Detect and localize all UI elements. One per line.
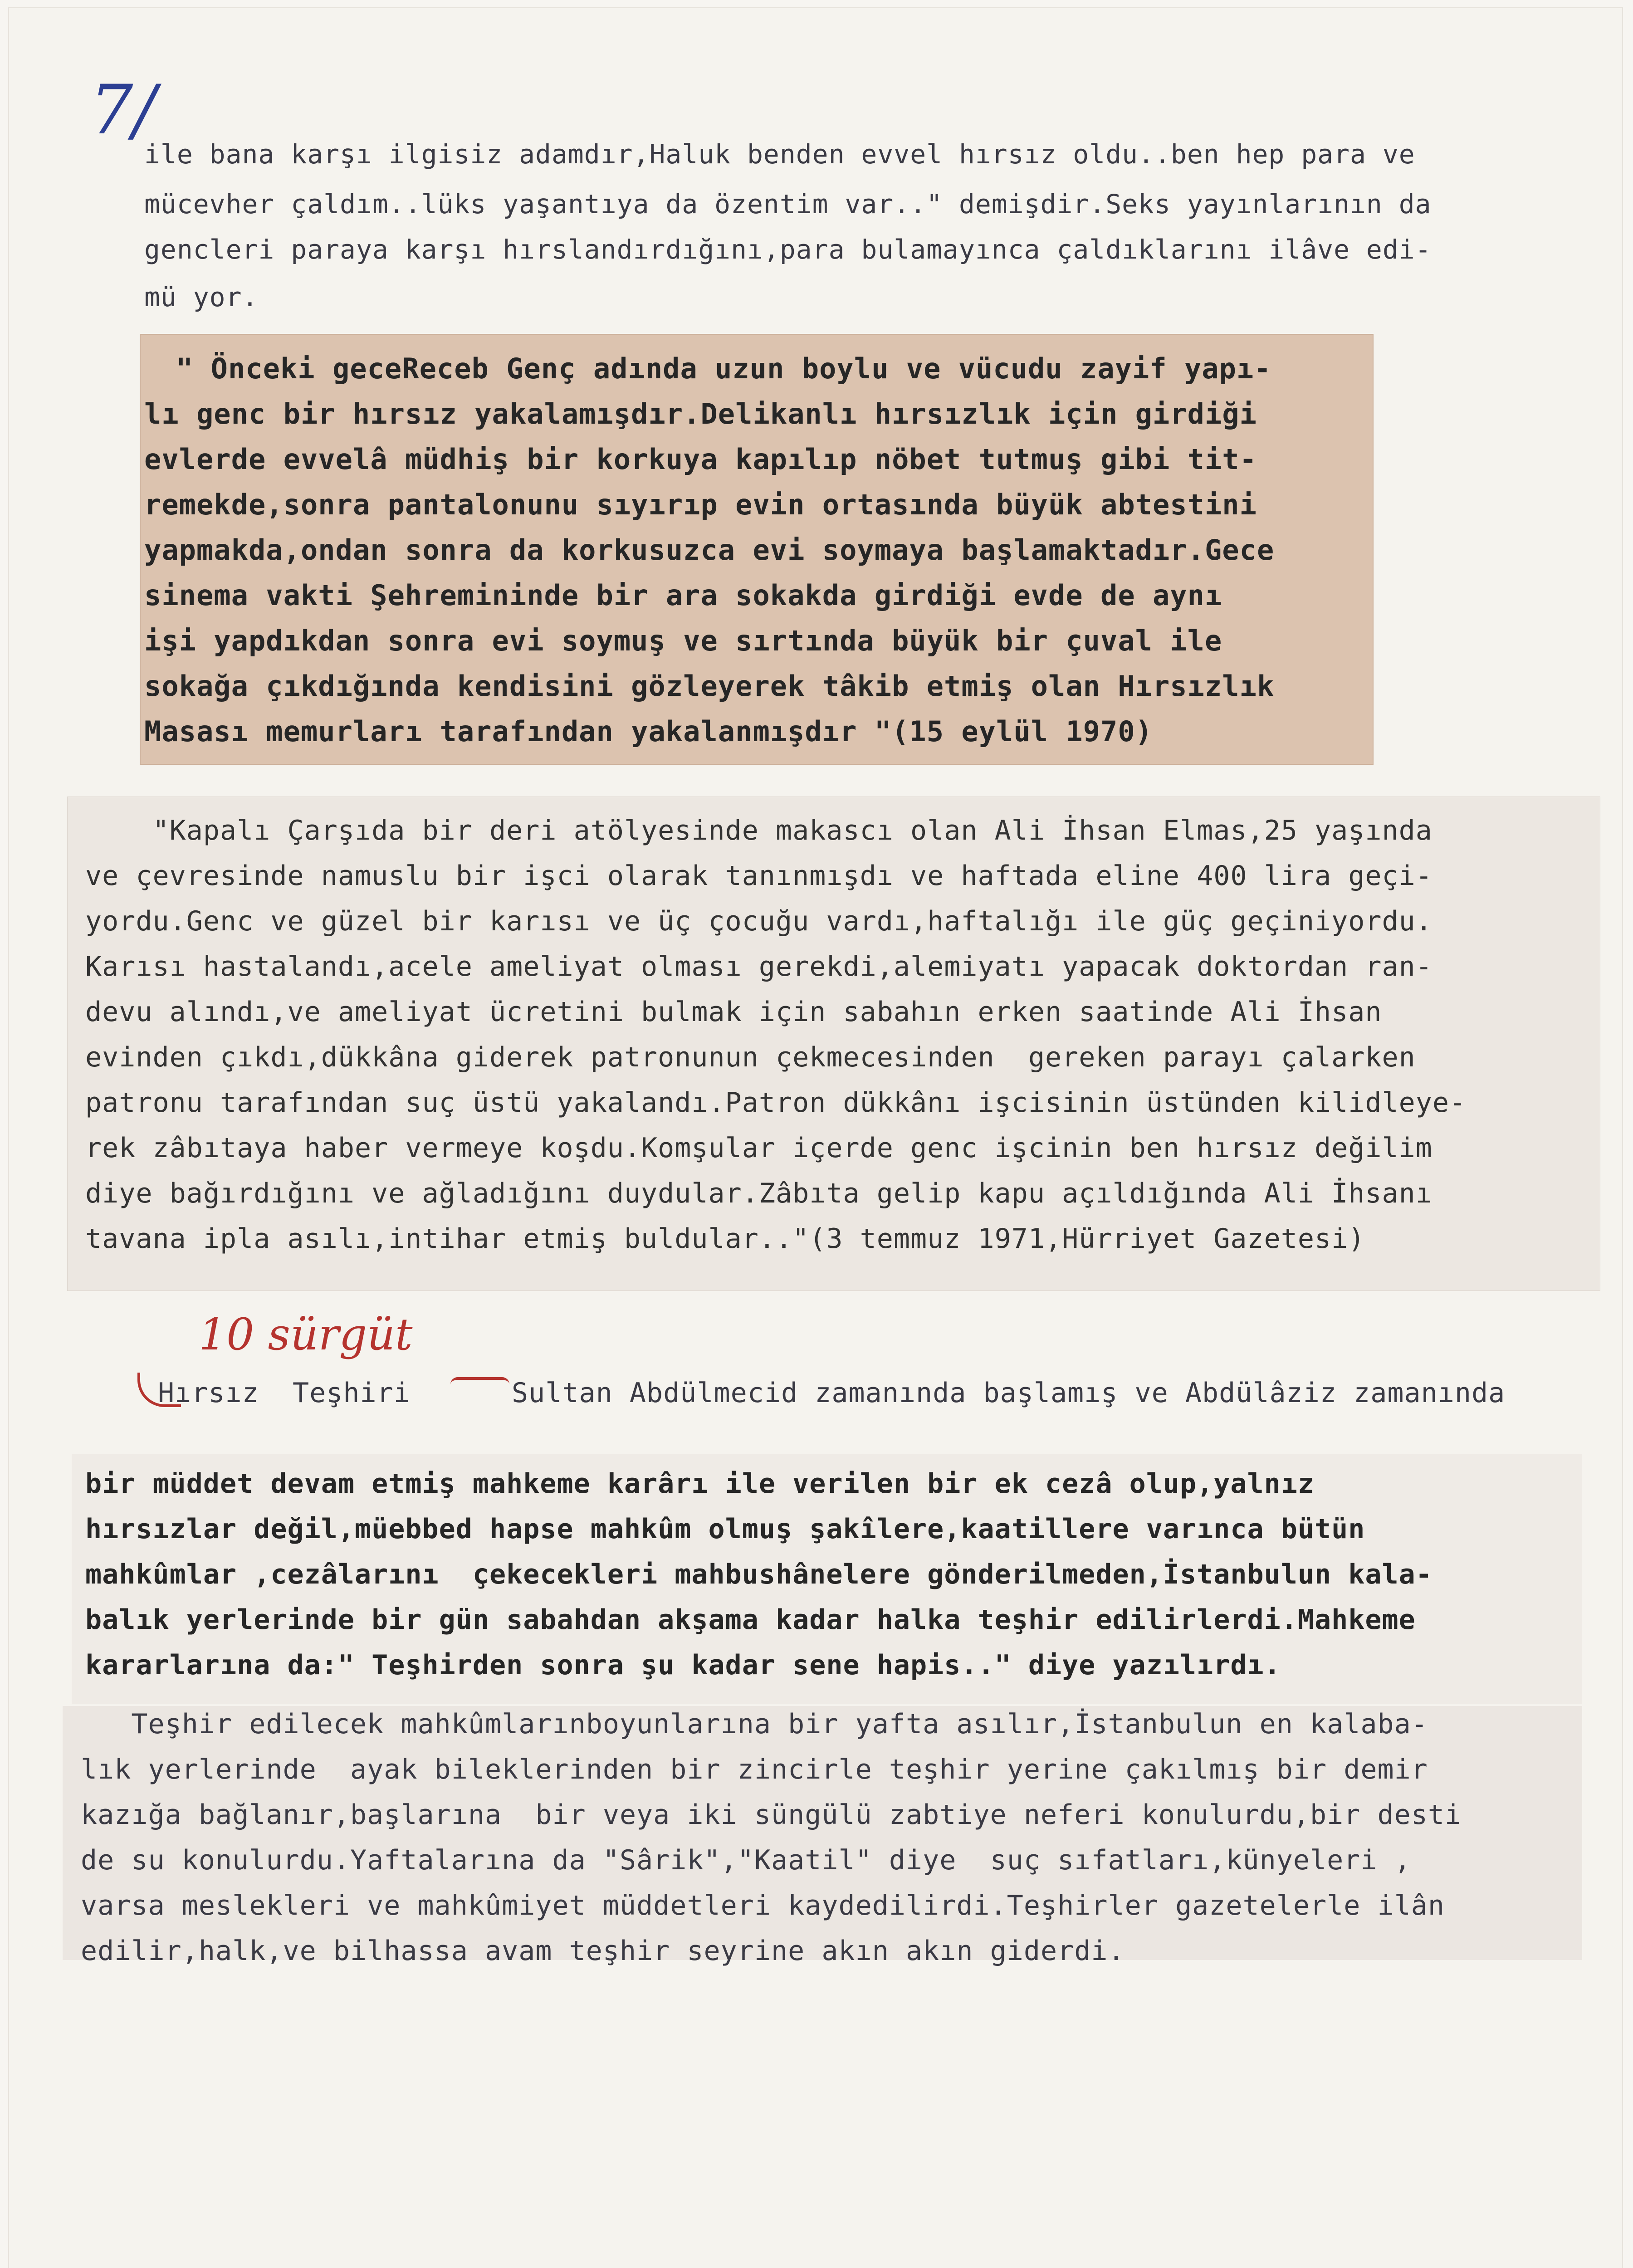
newspaper-clipping-1	[140, 334, 1374, 765]
text-line: kazığa bağlanır,başlarına bir veya iki süngülü zabtiye neferi konulurdu,bir desti	[81, 1799, 1462, 1831]
text-line: mahkûmlar ,cezâlarını çekecekleri mahbushânelere gönderilmeden,İstanbulun kala-	[85, 1559, 1433, 1590]
text-line: diye bağırdığını ve ağladığını duydular.Zâbıta gelip kapu açıldığında Ali İhsanı	[85, 1178, 1433, 1209]
text-line: balık yerlerinde bir gün sabahdan akşama kadar halka teşhir edilirlerdi.Mahkeme	[85, 1604, 1416, 1636]
text-line: bir müddet devam etmiş mahkeme karârı ile verilen bir ek cezâ olup,yalnız	[85, 1468, 1315, 1500]
section-title: Hırsız Teşhiri	[158, 1377, 411, 1409]
text-line: sinema vakti Şehremininde bir ara sokakda girdiği evde de aynı	[144, 579, 1222, 612]
text-line: remekde,sonra pantalonunu sıyırıp evin ortasında büyük abtestini	[144, 488, 1257, 521]
text-line: edilir,halk,ve bilhassa avam teşhir seyrine akın akın giderdi.	[81, 1935, 1125, 1967]
section-heading-text: Sultan Abdülmecid zamanında başlamış ve Abdülâziz zamanında	[512, 1377, 1506, 1409]
newspaper-clipping-3	[72, 1454, 1582, 1704]
text-line: " Önceki geceReceb Genç adında uzun boylu ve vücudu zayif yapı-	[176, 352, 1271, 385]
text-line: kararlarına da:" Teşhirden sonra şu kadar sene hapis.." diye yazılırdı.	[85, 1649, 1281, 1681]
text-line: yapmakda,ondan sonra da korkusuzca evi soymaya başlamaktadır.Gece	[144, 533, 1275, 567]
text-line: Teşhir edilecek mahkûmlarınboyunlarına bir yafta asılır,İstanbulun en kalaba-	[81, 1708, 1428, 1740]
text-line: yordu.Genc ve güzel bir karısı ve üç çocuğu vardı,haftalığı ile güç geçiniyordu.	[85, 905, 1433, 937]
text-line: "Kapalı Çarşıda bir deri atölyesinde makascı olan Ali İhsan Elmas,25 yaşında	[85, 815, 1433, 846]
text-line: lık yerlerinde ayak bileklerinden bir zincirle teşhir yerine çakılmış bir demir	[81, 1754, 1428, 1785]
text-line: de su konulurdu.Yaftalarına da "Sârik","Kaatil" diye suç sıfatları,künyeleri ,	[81, 1844, 1411, 1876]
text-line: mücevher çaldım..lüks yaşantıya da özentim var.." demişdir.Seks yayınlarının da	[144, 189, 1432, 220]
handwritten-margin-note: 10 sürgüt	[199, 1309, 413, 1360]
newspaper-clipping-4	[63, 1706, 1582, 1967]
newspaper-clipping-2	[67, 797, 1600, 1291]
text-line: mü yor.	[144, 282, 259, 313]
text-line: varsa meslekleri ve mahkûmiyet müddetleri kaydedilirdi.Teşhirler gazetelerle ilân	[81, 1890, 1445, 1921]
text-line: lı genc bir hırsız yakalamışdır.Delikanlı hırsızlık için girdiği	[144, 397, 1257, 430]
text-line: Masası memurları tarafından yakalanmışdır "(15 eylül 1970)	[144, 715, 1153, 748]
text-line: rek zâbıtaya haber vermeye koşdu.Komşular içerde genc işcinin ben hırsız değilim	[85, 1132, 1433, 1164]
text-line: evinden çıkdı,dükkâna giderek patronunun çekmecesinden gereken parayı çalarken	[85, 1041, 1416, 1073]
text-line: işi yapdıkdan sonra evi soymuş ve sırtında büyük bir çuval ile	[144, 624, 1222, 657]
text-line: gencleri paraya karşı hırslandırdığını,para bulamayınca çaldıklarını ilâve edi-	[144, 234, 1432, 265]
text-line: ile bana karşı ilgisiz adamdır,Haluk benden evvel hırsız oldu..ben hep para ve	[144, 139, 1415, 170]
text-line: evlerde evvelâ müdhiş bir korkuya kapılıp nöbet tutmuş gibi tit-	[144, 443, 1257, 476]
text-line: hırsızlar değil,müebbed hapse mahkûm olmuş şakîlere,kaatillere varınca bütün	[85, 1513, 1365, 1545]
handwritten-dash-mark	[450, 1377, 509, 1384]
document-page	[8, 7, 1623, 2268]
text-line: Karısı hastalandı,acele ameliyat olması gerekdi,alemiyatı yapacak doktordan ran-	[85, 951, 1433, 982]
text-line: tavana ipla asılı,intihar etmiş buldular.."(3 temmuz 1971,Hürriyet Gazetesi)	[85, 1223, 1365, 1255]
text-line: devu alındı,ve ameliyat ücretini bulmak için sabahın erken saatinde Ali İhsan	[85, 996, 1382, 1028]
text-line: patronu tarafından suç üstü yakalandı.Patron dükkânı işcisinin üstünden kilidleye-	[85, 1087, 1467, 1119]
page-number: 7/	[90, 71, 156, 150]
text-line: sokağa çıkdığında kendisini gözleyerek tâkib etmiş olan Hırsızlık	[144, 670, 1275, 703]
text-line: ve çevresinde namuslu bir işci olarak tanınmışdı ve haftada eline 400 lira geçi-	[85, 860, 1433, 892]
